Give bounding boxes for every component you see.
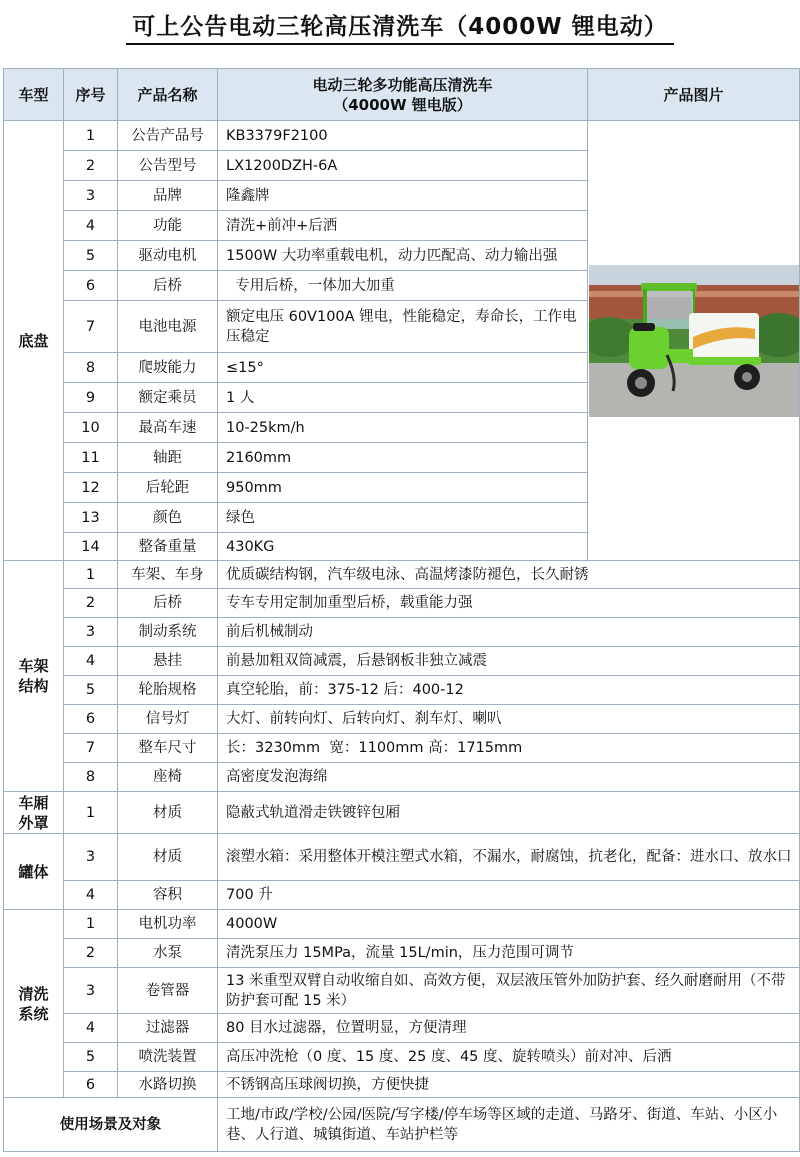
- row-name: 颜色: [118, 503, 218, 533]
- row-value: 大灯、前转向灯、后转向灯、刹车灯、喇叭: [218, 705, 800, 734]
- table-row: [4, 618, 800, 647]
- row-name: 水泵: [118, 939, 218, 968]
- header-photo: 产品图片: [588, 69, 800, 121]
- row-no: 7: [64, 301, 118, 353]
- product-photo: [589, 265, 799, 417]
- row-no: 11: [64, 443, 118, 473]
- row-no: 3: [64, 968, 118, 1014]
- row-name: 车架、车身: [118, 561, 218, 589]
- row-no: 12: [64, 473, 118, 503]
- table-row: [4, 763, 800, 792]
- row-value: 430KG: [218, 533, 588, 561]
- table-row: [4, 881, 800, 910]
- row-value: LX1200DZH-6A: [218, 151, 588, 181]
- section-chassis: 底盘: [4, 121, 64, 561]
- table-row: [4, 792, 800, 834]
- table-row: [4, 1014, 800, 1043]
- section-cleaning: 清洗 系统: [4, 910, 64, 1098]
- row-name: 整车尺寸: [118, 734, 218, 763]
- row-name: 材质: [118, 834, 218, 881]
- row-value: 清洗+前冲+后洒: [218, 211, 588, 241]
- row-value: 不锈钢高压球阀切换，方便快捷: [218, 1072, 800, 1098]
- row-no: 2: [64, 151, 118, 181]
- row-name: 电机功率: [118, 910, 218, 939]
- row-value: 前悬加粗双筒减震，后悬钢板非独立减震: [218, 647, 800, 676]
- row-no: 1: [64, 910, 118, 939]
- row-value: 10-25km/h: [218, 413, 588, 443]
- row-value: 专车专用定制加重型后桥，载重能力强: [218, 589, 800, 618]
- header-type: 车型: [4, 69, 64, 121]
- table-row: [4, 647, 800, 676]
- row-value: 滚塑水箱：采用整体开模注塑式水箱，不漏水，耐腐蚀，抗老化，配备：进水口、放水口: [218, 834, 800, 881]
- product-photo-cell: [588, 121, 800, 561]
- row-name: 额定乘员: [118, 383, 218, 413]
- row-value: 高压冲洗枪（0 度、15 度、25 度、45 度、旋转喷头）前对冲、后洒: [218, 1043, 800, 1072]
- row-no: 1: [64, 121, 118, 151]
- row-name: 轮胎规格: [118, 676, 218, 705]
- row-no: 6: [64, 271, 118, 301]
- row-name: 制动系统: [118, 618, 218, 647]
- row-no: 6: [64, 705, 118, 734]
- row-no: 8: [64, 763, 118, 792]
- row-no: 4: [64, 1014, 118, 1043]
- row-name: 卷管器: [118, 968, 218, 1014]
- row-name: 喷洗装置: [118, 1043, 218, 1072]
- row-name: 材质: [118, 792, 218, 834]
- table-row: [4, 1043, 800, 1072]
- table-row: [4, 734, 800, 763]
- table-row: [4, 561, 800, 589]
- table-row: [4, 939, 800, 968]
- row-value: 额定电压 60V100A 锂电，性能稳定，寿命长，工作电压稳定: [218, 301, 588, 353]
- row-no: 7: [64, 734, 118, 763]
- row-value: 4000W: [218, 910, 800, 939]
- row-name: 爬坡能力: [118, 353, 218, 383]
- usage-scenario-label: 使用场景及对象: [4, 1098, 218, 1152]
- table-row: [4, 705, 800, 734]
- row-value: 隆鑫牌: [218, 181, 588, 211]
- row-value: 前后机械制动: [218, 618, 800, 647]
- row-name: 水路切换: [118, 1072, 218, 1098]
- row-name: 信号灯: [118, 705, 218, 734]
- row-no: 5: [64, 1043, 118, 1072]
- table-row: [4, 676, 800, 705]
- row-no: 5: [64, 676, 118, 705]
- row-value: ≤15°: [218, 353, 588, 383]
- row-name: 功能: [118, 211, 218, 241]
- section-tank: 罐体: [4, 834, 64, 910]
- row-value: 真空轮胎，前：375-12 后：400-12: [218, 676, 800, 705]
- spec-table: [3, 68, 800, 1152]
- section-frame: 车架 结构: [4, 561, 64, 792]
- row-no: 10: [64, 413, 118, 443]
- row-no: 3: [64, 834, 118, 881]
- table-row: [4, 910, 800, 939]
- row-no: 8: [64, 353, 118, 383]
- row-no: 2: [64, 939, 118, 968]
- usage-scenario-value: 工地/市政/学校/公园/医院/写字楼/停车场等区域的走道、马路牙、街道、车站、小区小巷、人行道、城镇街道、车站护栏等: [218, 1098, 800, 1152]
- tricycle-illustration: [589, 265, 799, 417]
- row-no: 1: [64, 792, 118, 834]
- row-name: 座椅: [118, 763, 218, 792]
- row-value: 专用后桥，一体加大加重: [218, 271, 588, 301]
- header-model-line1: 电动三轮多功能高压清洗车: [312, 75, 493, 94]
- row-no: 6: [64, 1072, 118, 1098]
- row-name: 过滤器: [118, 1014, 218, 1043]
- page-title-wrap: [0, 0, 800, 52]
- header-model-line2: （4000W 锂电版）: [333, 95, 472, 114]
- row-name: 容积: [118, 881, 218, 910]
- row-no: 13: [64, 503, 118, 533]
- row-value: 1 人: [218, 383, 588, 413]
- row-name: 电池电源: [118, 301, 218, 353]
- row-name: 最高车速: [118, 413, 218, 443]
- row-name: 公告型号: [118, 151, 218, 181]
- row-name: 公告产品号: [118, 121, 218, 151]
- row-value: 优质碳结构钢，汽车级电泳、高温烤漆防褪色，长久耐锈: [218, 561, 800, 589]
- row-no: 1: [64, 561, 118, 589]
- header-name: 产品名称: [118, 69, 218, 121]
- header-no: 序号: [64, 69, 118, 121]
- row-no: 4: [64, 211, 118, 241]
- table-row: [4, 834, 800, 881]
- table-row: [4, 968, 800, 1014]
- row-name: 悬挂: [118, 647, 218, 676]
- header-model: [218, 69, 588, 121]
- row-name: 整备重量: [118, 533, 218, 561]
- header-row: [4, 69, 800, 121]
- table-row: [4, 121, 800, 151]
- row-no: 4: [64, 647, 118, 676]
- row-no: 3: [64, 618, 118, 647]
- row-no: 2: [64, 589, 118, 618]
- row-value: 高密度发泡海绵: [218, 763, 800, 792]
- row-no: 14: [64, 533, 118, 561]
- table-row: [4, 1072, 800, 1098]
- row-value: 2160mm: [218, 443, 588, 473]
- row-value: 80 目水过滤器，位置明显，方便清理: [218, 1014, 800, 1043]
- row-name: 轴距: [118, 443, 218, 473]
- row-no: 3: [64, 181, 118, 211]
- row-name: 驱动电机: [118, 241, 218, 271]
- row-name: 品牌: [118, 181, 218, 211]
- row-value: 13 米重型双臂自动收缩自如、高效方便，双层液压管外加防护套、经久耐磨耐用（不带防护套可配 15 米）: [218, 968, 800, 1014]
- row-name: 后轮距: [118, 473, 218, 503]
- page-title: 可上公告电动三轮高压清洗车（4000W 锂电动）: [126, 8, 673, 45]
- row-no: 9: [64, 383, 118, 413]
- row-value: 700 升: [218, 881, 800, 910]
- row-no: 4: [64, 881, 118, 910]
- row-value: 绿色: [218, 503, 588, 533]
- row-value: 950mm: [218, 473, 588, 503]
- row-value: 隐蔽式轨道滑走铁镀锌包厢: [218, 792, 800, 834]
- row-name: 后桥: [118, 589, 218, 618]
- row-value: 清洗泵压力 15MPa，流量 15L/min，压力范围可调节: [218, 939, 800, 968]
- row-value: 长：3230mm 宽：1100mm 高：1715mm: [218, 734, 800, 763]
- row-value: KB3379F2100: [218, 121, 588, 151]
- table-row: [4, 589, 800, 618]
- footer-row: [4, 1098, 800, 1152]
- row-no: 5: [64, 241, 118, 271]
- row-name: 后桥: [118, 271, 218, 301]
- row-value: 1500W 大功率重载电机，动力匹配高、动力输出强: [218, 241, 588, 271]
- section-cabin: 车厢 外罩: [4, 792, 64, 834]
